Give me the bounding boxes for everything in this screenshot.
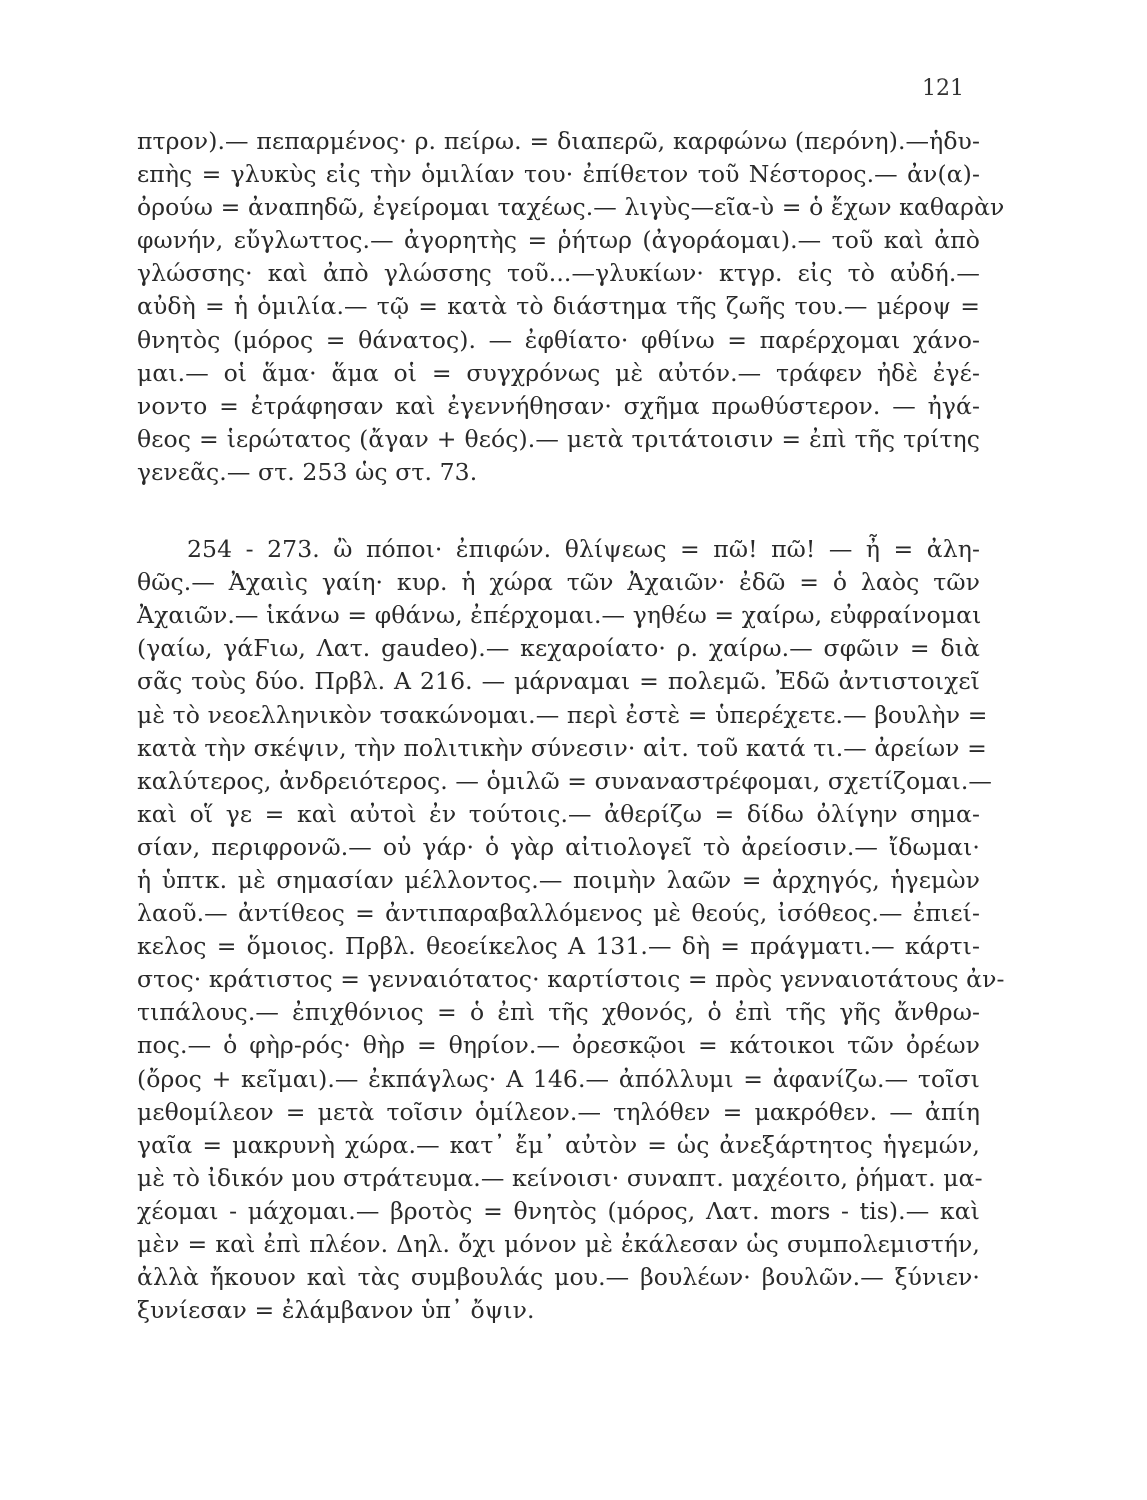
- commentary-text: [137, 125, 1005, 1327]
- text-line: 254 - 273. ὢ πόποι· ἐπιφών. θλίψεως = πῶ! πῶ! — ἦ = ἀλη-: [187, 535, 980, 564]
- text-line: μαι.— οἱ ἅμα· ἅμα οἱ = συγχρόνως μὲ αὐτόν.— τράφεν ἠδὲ ἐγέ-: [137, 358, 980, 387]
- text-line: λαοῦ.— ἀντίθεος = ἀντιπαραβαλλόμενος μὲ θεούς, ἰσόθεος.— ἐπιεί-: [137, 899, 980, 928]
- text-line: ξυνίεσαν = ἐλάμβανον ὑπ᾽ ὄψιν.: [137, 1296, 535, 1325]
- paragraph-commentary-2: [137, 533, 1005, 1327]
- text-line: σίαν, περιφρονῶ.— οὐ γάρ· ὁ γὰρ αἰτιολογεῖ τὸ ἀρείοσιν.— ἴδωμαι·: [137, 832, 980, 861]
- text-line: επὴς = γλυκὺς εἰς τὴν ὁμιλίαν του· ἐπίθετον τοῦ Νέστορος.— ἀν(α)-: [137, 160, 980, 189]
- paragraph-commentary-1: [137, 125, 1005, 489]
- text-line: κελος = ὅμοιος. Πρβλ. θεοείκελος Α 131.— δὴ = πράγματι.— κάρτι-: [137, 932, 980, 961]
- text-line: στος· κράτιστος = γενναιότατος· καρτίστοις = πρὸς γενναιοτάτους ἀν-: [137, 965, 1005, 994]
- text-line: (γαίω, γάϜιω, Λατ. gaudeo).— κεχαροίατο· ρ. χαίρω.— σφῶιν = διὰ: [137, 634, 980, 663]
- paragraph-gap: [137, 489, 980, 533]
- text-line: μὲν = καὶ ἐπὶ πλέον. Δηλ. ὄχι μόνον μὲ ἐκάλεσαν ὡς συμπολεμιστήν,: [137, 1230, 980, 1258]
- text-line: θῶς.— Ἀχαιὶς γαίη· κυρ. ἡ χώρα τῶν Ἀχαιῶν· ἐδῶ = ὁ λαὸς τῶν: [137, 568, 980, 597]
- text-line: γαῖα = μακρυνὴ χώρα.— κατ᾽ ἔμ᾽ αὐτὸν = ὡς ἀνεξάρτητος ἡγεμών,: [137, 1130, 980, 1159]
- text-line: ἀλλὰ ἤκουον καὶ τὰς συμβουλάς μου.— βουλέων· βουλῶν.— ξύνιεν·: [137, 1263, 980, 1292]
- text-line: γλώσσης· καὶ ἀπὸ γλώσσης τοῦ...—γλυκίων· κτγρ. εἰς τὸ αὐδή.—: [137, 259, 980, 288]
- text-line: θεος = ἱερώτατος (ἄγαν + θεός).— μετὰ τριτάτοισιν = ἐπὶ τῆς τρίτης: [137, 424, 980, 453]
- text-line: κατὰ τὴν σκέψιν, τὴν πολιτικὴν σύνεσιν· αἰτ. τοῦ κατά τι.— ἀρείων =: [137, 733, 987, 762]
- text-line: καὶ οἵ γε = καὶ αὐτοὶ ἐν τούτοις.— ἀθερίζω = δίδω ὀλίγην σημα-: [137, 799, 980, 828]
- text-line: θνητὸς (μόρος = θάνατος). — ἐφθίατο· φθίνω = παρέρχομαι χάνο-: [137, 325, 980, 354]
- text-line: (ὄρος + κεῖμαι).— ἐκπάγλως· Α 146.— ἀπόλλυμι = ἀφανίζω.— τοῖσι: [137, 1064, 980, 1093]
- text-line: σᾶς τοὺς δύο. Πρβλ. Α 216. — μάρναμαι = πολεμῶ. Ἐδῶ ἀντιστοιχεῖ: [137, 667, 980, 696]
- text-line: καλύτερος, ἀνδρειότερος. — ὁμιλῶ = συναναστρέφομαι, σχετίζομαι.—: [137, 766, 993, 795]
- text-line: νοντο = ἐτράφησαν καὶ ἐγεννήθησαν· σχῆμα πρωθύστερον. — ἠγά-: [137, 391, 980, 420]
- text-line: ὀρούω = ἀναπηδῶ, ἐγείρομαι ταχέως.— λιγὺς—εῖα-ὺ = ὁ ἔχων καθαρὰν: [137, 193, 1005, 222]
- text-line: ἡ ὑπτκ. μὲ σημασίαν μέλλοντος.— ποιμὴν λαῶν = ἀρχηγός, ἡγεμὼν: [137, 865, 980, 894]
- text-line: μὲ τὸ νεοελληνικὸν τσακώνομαι.— περὶ ἐστὲ = ὑπερέχετε.— βουλὴν =: [137, 700, 988, 729]
- text-line: φωνήν, εὔγλωττος.— ἀγορητὴς = ῥήτωρ (ἀγοράομαι).— τοῦ καὶ ἀπὸ: [137, 226, 980, 255]
- text-line: Ἀχαιῶν.— ἱκάνω = φθάνω, ἐπέρχομαι.— γηθέω = χαίρω, εὐφραίνομαι: [137, 601, 982, 630]
- text-line: πτρον).— πεπαρμένος· ρ. πείρω. = διαπερῶ, καρφώνω (περόνη).—ἡδυ-: [137, 127, 980, 155]
- text-line: αὐδὴ = ἡ ὁμιλία.— τῷ = κατὰ τὸ διάστημα τῆς ζωῆς του.— μέροψ =: [137, 292, 980, 321]
- text-line: χέομαι - μάχομαι.— βροτὸς = θνητὸς (μόρος, Λατ. mors - tis).— καὶ: [137, 1196, 980, 1225]
- text-line: πος.— ὁ φὴρ-ρός· θὴρ = θηρίον.— ὀρεσκῷοι = κάτοικοι τῶν ὀρέων: [137, 1031, 980, 1060]
- text-line: γενεᾶς.— στ. 253 ὡς στ. 73.: [137, 457, 478, 486]
- text-line: μὲ τὸ ἰδικόν μου στράτευμα.— κείνοισι· συναπτ. μαχέοιτο, ῥήματ. μα-: [137, 1163, 983, 1192]
- text-line: μεθομίλεον = μετὰ τοῖσιν ὁμίλεον.— τηλόθεν = μακρόθεν. — ἀπίη: [137, 1097, 980, 1126]
- text-line: τιπάλους.— ἐπιχθόνιος = ὁ ἐπὶ τῆς χθονός, ὁ ἐπὶ τῆς γῆς ἄνθρω-: [137, 998, 980, 1027]
- page-number: 121: [922, 76, 964, 101]
